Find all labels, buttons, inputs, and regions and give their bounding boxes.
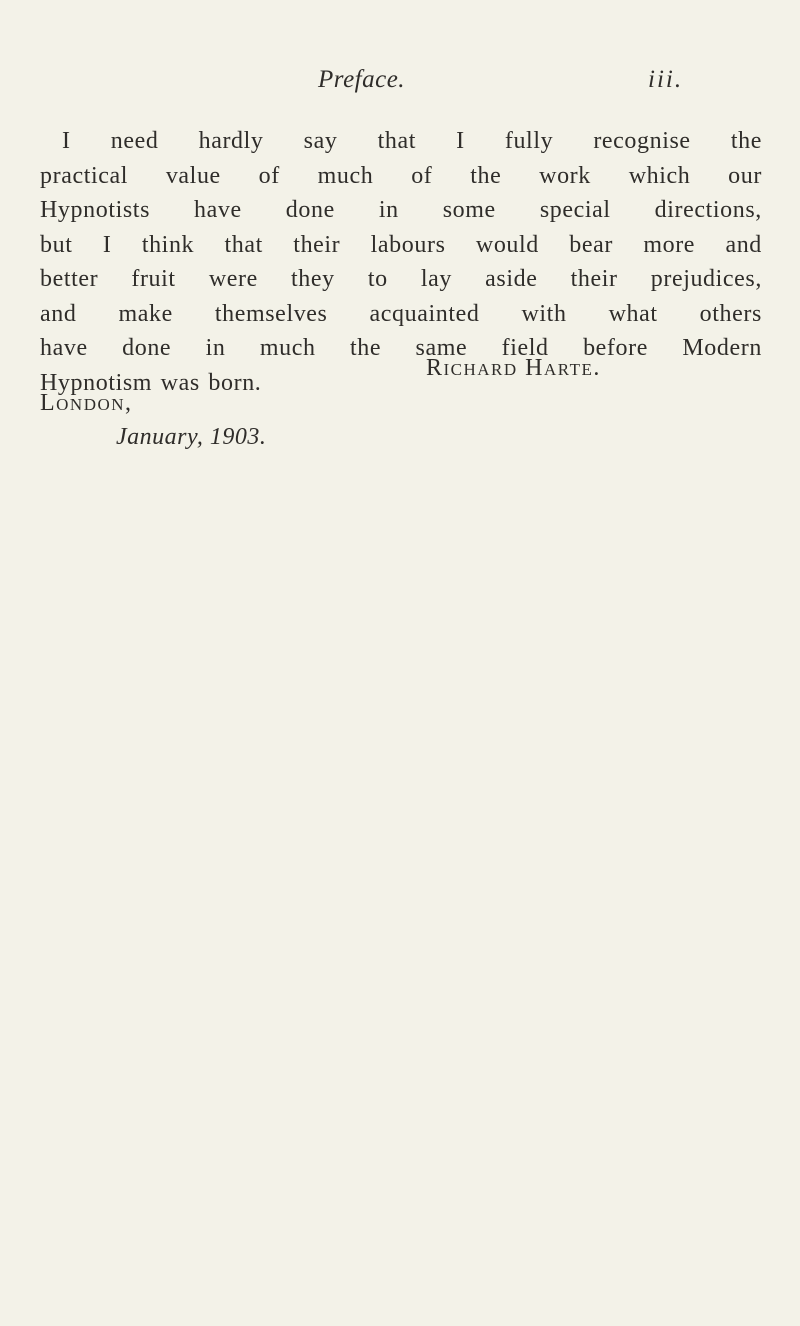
word: some bbox=[442, 197, 496, 223]
text-line bbox=[40, 124, 762, 159]
word: have bbox=[40, 335, 88, 361]
word: our bbox=[728, 162, 762, 189]
word: that bbox=[377, 128, 416, 154]
running-title: Preface. bbox=[318, 66, 406, 93]
text-line bbox=[40, 159, 762, 194]
page-number: iii. bbox=[648, 66, 684, 93]
word: better bbox=[40, 266, 99, 292]
word: done bbox=[285, 197, 335, 223]
word: aside bbox=[485, 266, 538, 292]
text-line bbox=[40, 331, 762, 366]
word: the bbox=[350, 335, 382, 361]
word: much bbox=[317, 162, 374, 189]
word: that bbox=[224, 231, 263, 258]
word: Modern bbox=[682, 335, 762, 361]
date-line: January, 1903. bbox=[116, 424, 267, 450]
word: recognise bbox=[593, 128, 691, 154]
word: of bbox=[411, 162, 433, 189]
word: and bbox=[725, 231, 762, 258]
word: would bbox=[475, 231, 539, 258]
word: and bbox=[40, 300, 77, 327]
word: the bbox=[470, 162, 502, 189]
word: others bbox=[699, 300, 762, 327]
word: field bbox=[501, 335, 549, 361]
text-line bbox=[40, 193, 762, 228]
place-line: London, bbox=[40, 390, 133, 416]
word: themselves bbox=[214, 300, 328, 327]
word: before bbox=[583, 335, 648, 361]
word: special bbox=[539, 197, 611, 223]
word: were bbox=[208, 266, 258, 292]
word: with bbox=[521, 300, 567, 327]
word: in bbox=[378, 197, 399, 223]
word: say bbox=[303, 128, 338, 154]
word: their bbox=[570, 266, 618, 292]
word: think bbox=[141, 231, 195, 258]
word: to bbox=[367, 266, 388, 292]
word: of bbox=[258, 162, 280, 189]
word: what bbox=[608, 300, 658, 327]
word: fruit bbox=[131, 266, 176, 292]
word: hardly bbox=[198, 128, 264, 154]
word: value bbox=[165, 162, 221, 189]
word: I bbox=[62, 128, 71, 154]
word: done bbox=[122, 335, 172, 361]
word: much bbox=[259, 335, 316, 361]
word: which bbox=[628, 162, 691, 189]
word: have bbox=[194, 197, 242, 223]
word: the bbox=[730, 128, 762, 154]
text-line bbox=[40, 297, 762, 332]
word: fully bbox=[504, 128, 554, 154]
word: need bbox=[110, 128, 159, 154]
word: directions, bbox=[654, 197, 762, 223]
word: their bbox=[293, 231, 341, 258]
word: in bbox=[205, 335, 226, 361]
running-head bbox=[0, 66, 800, 106]
word: more bbox=[643, 231, 696, 258]
word: Hypnotists bbox=[40, 197, 151, 223]
word: prejudices, bbox=[650, 266, 762, 292]
word: lay bbox=[420, 266, 453, 292]
text-line bbox=[40, 262, 762, 297]
word: make bbox=[118, 300, 173, 327]
preface-paragraph bbox=[40, 124, 762, 400]
word: I bbox=[456, 128, 465, 154]
text-line bbox=[40, 228, 762, 263]
word: labours bbox=[370, 231, 446, 258]
text-line: Hypnotism was born. bbox=[40, 369, 262, 396]
word: I bbox=[102, 231, 112, 258]
word: but bbox=[40, 231, 73, 258]
word: practical bbox=[40, 162, 129, 189]
word: they bbox=[291, 266, 335, 292]
author-signature: Richard Harte. bbox=[426, 355, 601, 381]
word: bear bbox=[569, 231, 613, 258]
word: acquainted bbox=[369, 300, 480, 327]
word: work bbox=[539, 162, 591, 189]
word: same bbox=[415, 335, 468, 361]
